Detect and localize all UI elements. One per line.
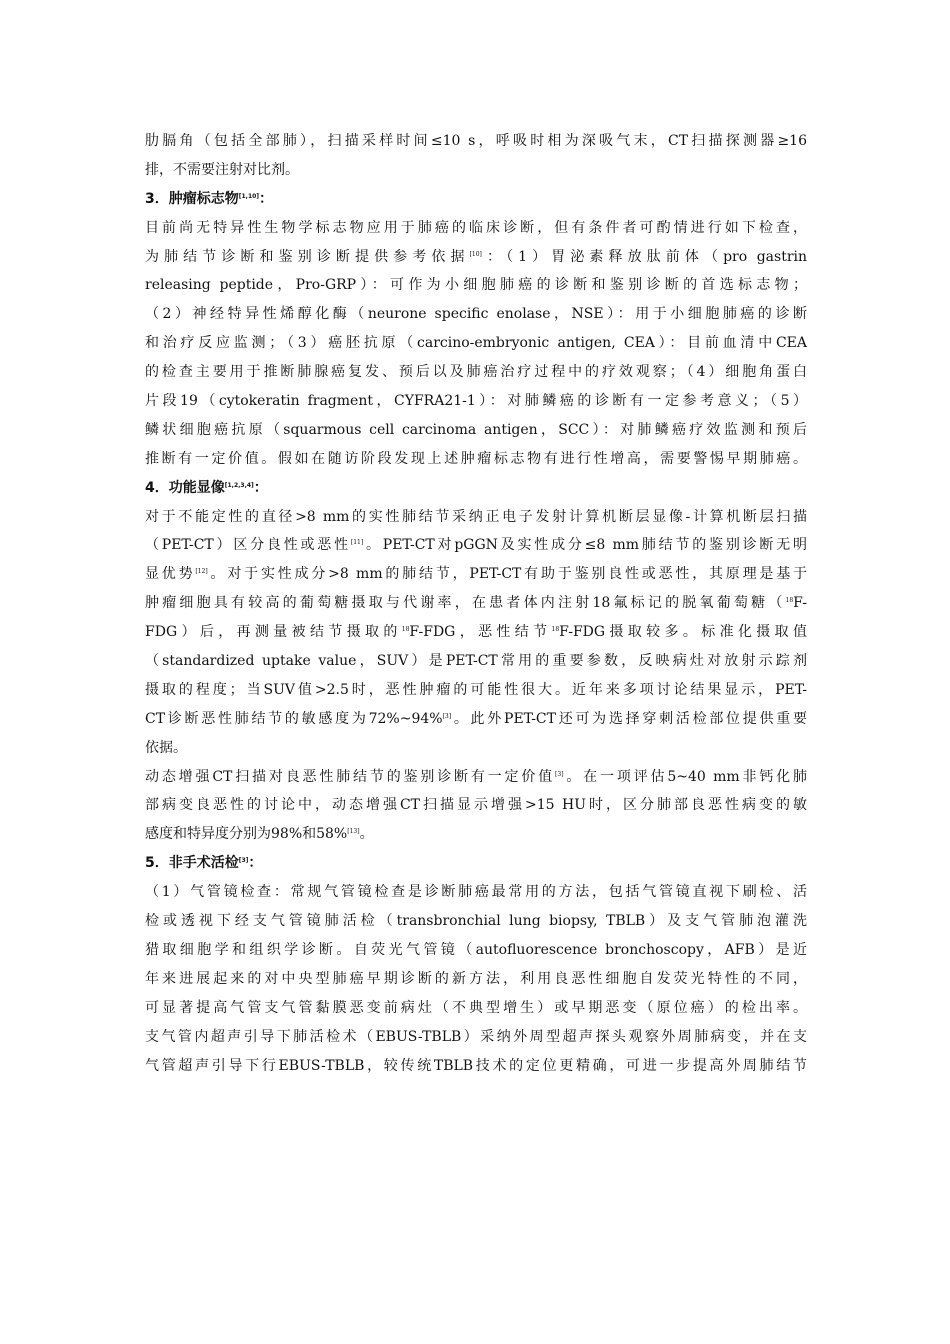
section-heading-functional-imaging — [145, 474, 807, 503]
citation-ref: [3] — [442, 712, 452, 720]
text-run: 。对于实性成分>8 mm的肺结节，PET-CT有助于鉴别良性或恶性，其原理是基于 — [207, 566, 808, 583]
text-line: （standardized uptake value，SUV）是PET-CT常用的重要参数，反映病灶对放射示踪剂 — [145, 653, 807, 670]
text-line — [145, 531, 807, 560]
text-run: 。 — [359, 826, 374, 843]
text-line: 气管超声引导下行EBUS-TBLB，较传统TBLB技术的定位更精确，可进一步提高外周肺结节 — [145, 1057, 807, 1074]
text-run: FDG）后，再测量被结节摄取的 — [145, 624, 402, 641]
text-line — [145, 705, 807, 734]
citation-ref: [3] — [555, 770, 564, 778]
text-line: 目前尚无特异性生物学标志物应用于肺癌的临床诊断，但有条件者可酌情进行如下检查， — [145, 219, 807, 236]
text-run: 感度和特异度分别为98%和58% — [145, 826, 348, 843]
text-line — [145, 618, 807, 647]
isotope-superscript: 18 — [401, 626, 410, 634]
citation-ref: [11] — [350, 539, 364, 547]
text-line: 的检查主要用于推断肺腺癌复发、预后以及肺癌治疗过程中的疗效观察；（4）细胞角蛋白 — [145, 364, 807, 381]
text-line: （1）气管镜检查：常规气管镜检查是诊断肺癌最常用的方法，包括气管镜直视下刷检、活 — [145, 884, 807, 901]
citation-ref: [1,10] — [238, 192, 260, 200]
text-line — [145, 243, 807, 272]
text-run: 。PET-CT对pGGN及实性成分≤8 mm肺结节的鉴别诊断无明 — [363, 537, 808, 554]
text-line: 肋膈角（包括全部肺），扫描采样时间≤10 s，呼吸时相为深吸气末，CT扫描探测器≥16 — [145, 133, 807, 149]
text-line: 和治疗反应监测；（3）癌胚抗原（carcino-embryonic antigen, CEA）：目前血清中CEA — [145, 335, 807, 352]
text-run: ：（1）胃泌素释放肽前体（pro gastrin — [481, 248, 808, 265]
text-line: 依据。 — [145, 739, 187, 756]
citation-ref: [13] — [347, 828, 360, 836]
text-run: CT诊断恶性肺结节的敏感度为72%~94% — [145, 710, 443, 727]
isotope-superscript: 18 — [785, 597, 794, 605]
citation-ref: [3] — [238, 857, 249, 865]
text-line: 可显著提高气管支气管黏膜恶变前病灶（不典型增生）或早期恶变（原位癌）的检出率。 — [145, 999, 807, 1016]
text-run: 为肺结节诊断和鉴别诊断提供参考依据 — [145, 248, 470, 265]
isotope-superscript: 18 — [551, 626, 560, 634]
text-line: （2）神经特异性烯醇化酶（neurone specific enolase，NSE）：用于小细胞肺癌的诊断 — [145, 306, 807, 323]
text-line: 排，不需要注射对比剂。 — [145, 161, 299, 178]
text-run: F-FDG摄取较多。标准化摄取值 — [559, 624, 808, 641]
text-run: （PET-CT）区分良性或恶性 — [145, 537, 351, 554]
text-line: 支气管内超声引导下肺活检术（EBUS-TBLB）采纳外周型超声探头观察外周肺病变，并在支 — [145, 1028, 807, 1045]
text-run: 。在一项评估5~40 mm非钙化肺 — [563, 768, 807, 785]
text-run: 肿瘤细胞具有较高的葡萄糖摄取与代谢率，在患者体内注射18氟标记的脱氧葡萄糖（ — [145, 595, 786, 612]
text-line — [145, 820, 807, 849]
text-line: 对于不能定性的直径>8 mm的实性肺结节采纳正电子发射计算机断层显像-计算机断层扫描 — [145, 508, 807, 525]
heading-text: 5．非手术活检 — [145, 855, 239, 872]
text-run: 显优势 — [145, 566, 196, 583]
citation-ref: [1,2,3,4] — [224, 481, 254, 489]
text-run: 。此外PET-CT还可为选择穿刺活检部位提供重要 — [451, 710, 808, 727]
section-heading-nonsurgical-biopsy — [145, 849, 807, 878]
text-line: 部病变良恶性的讨论中，动态增强CT扫描显示增强>15 HU时，区分肺部良恶性病变的敏 — [145, 797, 807, 814]
document-body — [145, 127, 807, 1080]
text-run: F- — [793, 595, 807, 612]
text-line: 推断有一定价值。假如在随访阶段发现上述肿瘤标志物有进行性增高，需要警惕早期肺癌。 — [145, 450, 807, 467]
heading-colon: ： — [248, 855, 263, 872]
text-line: 猎取细胞学和组织学诊断。自荧光气管镜（autofluorescence bronchoscopy，AFB）是近 — [145, 941, 807, 958]
text-line: 检或透视下经支气管镜肺活检（transbronchial lung biopsy, TBLB）及支气管肺泡灌洗 — [145, 913, 807, 930]
heading-colon: ： — [253, 479, 268, 496]
text-line: 年来进展起来的对中央型肺癌早期诊断的新方法，利用良恶性细胞自发荧光特性的不同， — [145, 970, 807, 987]
heading-text: 3．肿瘤标志物 — [145, 190, 239, 207]
text-line — [145, 763, 807, 792]
text-line — [145, 589, 807, 618]
citation-ref: [12] — [195, 568, 208, 576]
citation-ref: [10] — [469, 250, 482, 258]
text-line: 摄取的程度；当SUV值>2.5时，恶性肿瘤的可能性很大。近年来多项讨论结果显示，PET- — [145, 681, 807, 698]
text-line: 鳞状细胞癌抗原（squarmous cell carcinoma antigen，SCC）：对肺鳞癌疗效监测和预后 — [145, 421, 807, 438]
text-run: 动态增强CT扫描对良恶性肺结节的鉴别诊断有一定价值 — [145, 768, 556, 785]
text-line — [145, 560, 807, 589]
heading-text: 4．功能显像 — [145, 479, 225, 496]
section-heading-tumor-markers — [145, 185, 807, 214]
text-line: 片段19（cytokeratin fragment，CYFRA21-1）：对肺鳞癌的诊断有一定参考意义；（5） — [145, 393, 807, 410]
heading-colon: ： — [259, 190, 274, 207]
text-line: releasing peptide，Pro-GRP）：可作为小细胞肺癌的诊断和鉴别诊断的首选标志物； — [145, 277, 807, 294]
text-run: F-FDG，恶性结节 — [409, 624, 552, 641]
